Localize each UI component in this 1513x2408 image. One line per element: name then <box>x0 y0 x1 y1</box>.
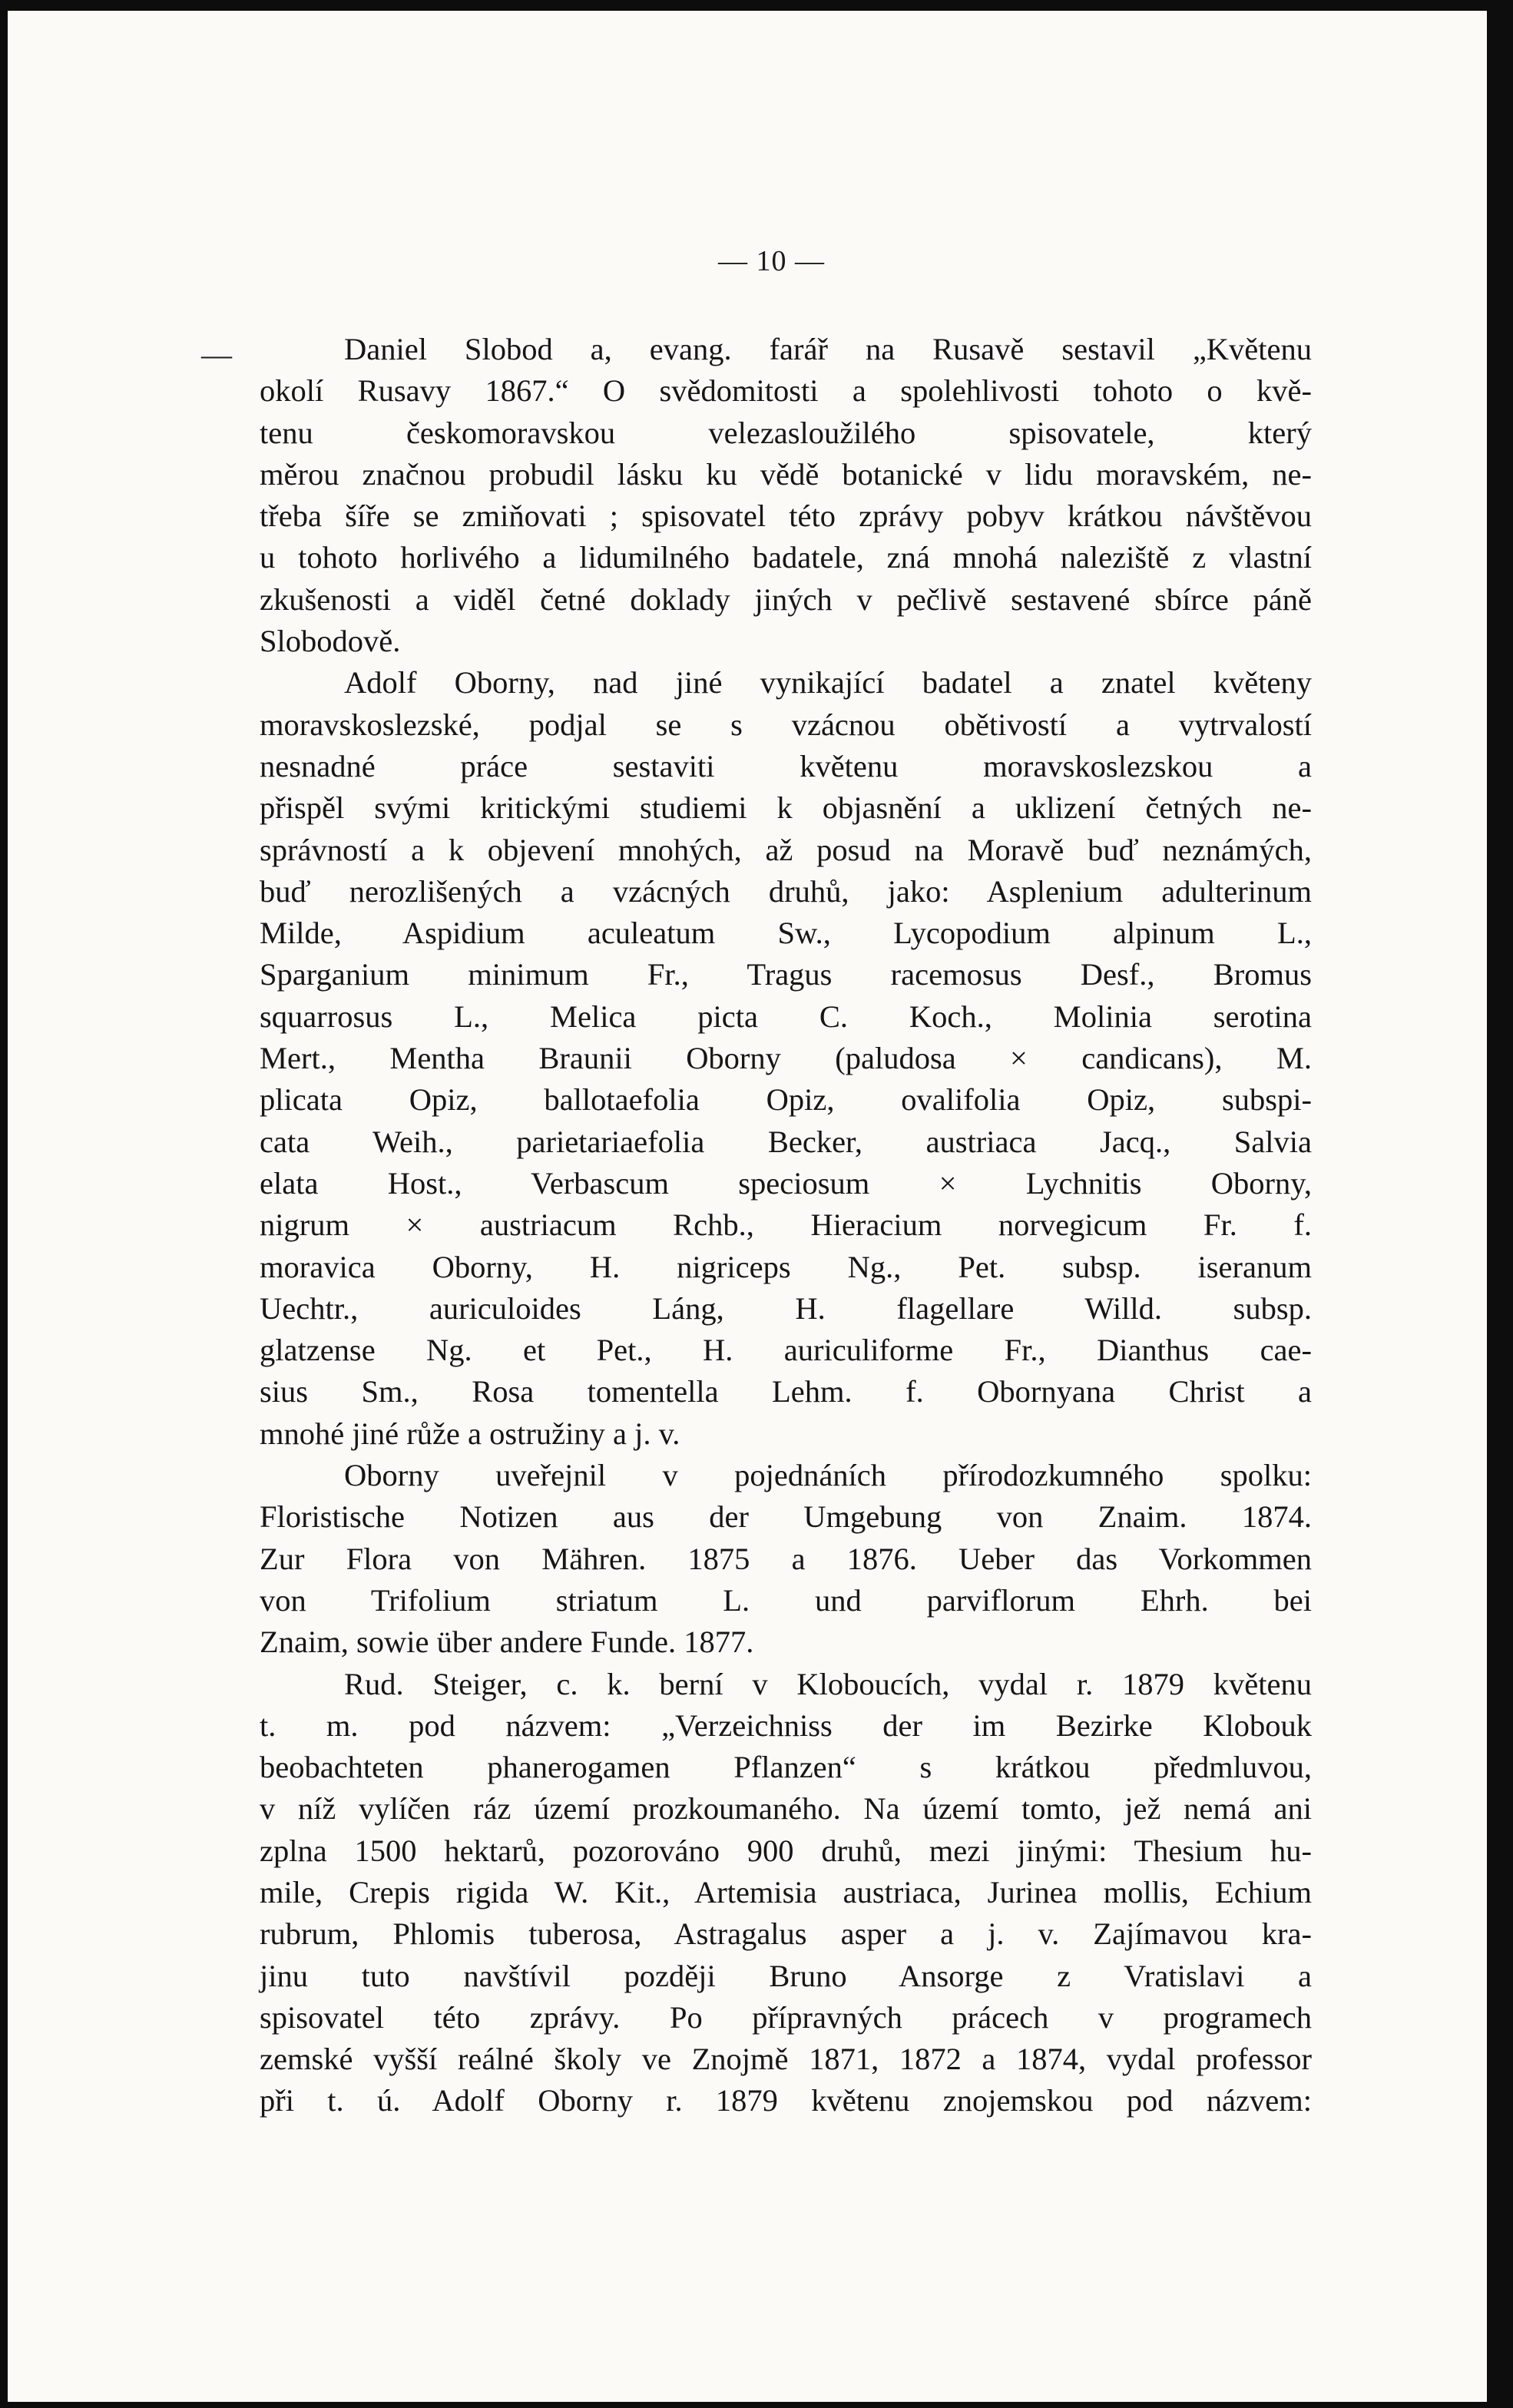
text-line: zplna 1500 hektarů, pozorováno 900 druhů, mezi jinými: Thesium hu- <box>260 1833 1312 1868</box>
scan-border-right <box>1487 0 1513 2408</box>
text-line: mnohé jiné růže a ostružiny a j. v. <box>260 1416 680 1451</box>
text-line: zemské vyšší reálné školy ve Znojmě 1871, 1872 a 1874, vydal professor <box>260 2042 1312 2077</box>
text-line: mile, Crepis rigida W. Kit., Artemisia austriaca, Jurinea mollis, Echium <box>260 1874 1312 1910</box>
text-line: při t. ú. Adolf Oborny r. 1879 květenu znojemskou pod názvem: <box>260 2083 1312 2118</box>
text-line: Adolf Oborny, nad jiné vynikající badatel a znatel květeny <box>344 665 1312 701</box>
text-line: t. m. pod názvem: „Verzeichniss der im Bezirke Klobouk <box>260 1707 1312 1743</box>
text-line: okolí Rusavy 1867.“ O svědomitosti a spolehlivosti tohoto o kvě- <box>260 373 1312 409</box>
text-line: sius Sm., Rosa tomentella Lehm. f. Obornyana Christ a <box>260 1374 1312 1409</box>
text-line: v níž vylíčen ráz území prozkoumaného. Na území tomto, jež nemá ani <box>260 1791 1312 1827</box>
text-line: u tohoto horlivého a lidumilného badatele, zná mnohá naleziště z vlastní <box>260 540 1312 575</box>
text-line: Slobodově. <box>260 624 401 659</box>
text-line: správností a k objevení mnohých, až posud na Moravě buď neznámých, <box>260 832 1312 867</box>
text-line: glatzense Ng. et Pet., H. auriculiforme Fr., Dianthus cae- <box>260 1333 1312 1368</box>
text-line: Mert., Mentha Braunii Oborny (paludosa × candicans), M. <box>260 1041 1312 1076</box>
text-line: přispěl svými kritickými studiemi k objasnění a uklizení četných ne- <box>260 790 1312 826</box>
text-line: Daniel Slobod a, evang. farář na Rusavě sestavil „Květenu <box>344 332 1312 366</box>
text-line: měrou značnou probudil lásku ku vědě botanické v lidu moravském, ne- <box>260 456 1312 492</box>
text-line: Sparganium minimum Fr., Tragus racemosus Desf., Bromus <box>260 957 1312 992</box>
paragraph <box>260 1664 1312 2122</box>
text-line: spisovatel této zprávy. Po přípravných prácech v programech <box>260 1999 1312 2035</box>
text-line: squarrosus L., Melica picta C. Koch., Molinia serotina <box>260 999 1312 1034</box>
text-line: beobachteten phanerogamen Pflanzen“ s krátkou předmluvou, <box>260 1750 1312 1785</box>
text-line: buď nerozlišených a vzácných druhů, jako: Asplenium adulterinum <box>260 873 1312 909</box>
text-line: Uechtr., auriculoides Láng, H. flagellare Willd. subsp. <box>260 1290 1312 1326</box>
text-line: Floristische Notizen aus der Umgebung von Znaim. 1874. <box>260 1499 1312 1535</box>
text-line: tenu českomoravskou velezasloužilého spisovatele, který <box>260 415 1312 450</box>
text-line: nesnadné práce sestaviti květenu moravskoslezskou a <box>260 748 1312 783</box>
text-line: zkušenosti a viděl četné doklady jiných v pečlivě sestavené sbírce páně <box>260 581 1312 617</box>
paragraph <box>260 662 1312 1455</box>
page-number: — 10 — <box>718 245 825 277</box>
text-line: Rud. Steiger, c. k. berní v Kloboucích, vydal r. 1879 květenu <box>344 1666 1312 1701</box>
text-line: cata Weih., parietariaefolia Becker, austriaca Jacq., Salvia <box>260 1124 1312 1159</box>
paragraph <box>260 329 1312 662</box>
text-line: von Trifolium striatum L. und parviflorum Ehrh. bei <box>260 1582 1312 1618</box>
text-line: třeba šíře se zmiňovati ; spisovatel této zprávy pobyv krátkou návštěvou <box>260 498 1312 534</box>
text-line: jinu tuto navštívil později Bruno Ansorge z Vratislavi a <box>260 1958 1312 1993</box>
text-line: moravica Oborny, H. nigriceps Ng., Pet. subsp. iseranum <box>260 1249 1312 1284</box>
scan-border-top <box>0 0 1513 11</box>
text-line: Oborny uveřejnil v pojednáních přírodozkumného spolku: <box>344 1458 1312 1493</box>
scan-border-bottom <box>0 2402 1513 2408</box>
text-line: nigrum × austriacum Rchb., Hieracium norvegicum Fr. f. <box>260 1207 1312 1243</box>
text-line: Znaim, sowie über andere Funde. 1877. <box>260 1625 754 1660</box>
margin-mark: — <box>201 337 232 372</box>
text-line: rubrum, Phlomis tuberosa, Astragalus asper a j. v. Zajímavou kra- <box>260 1916 1312 1952</box>
scan-border-left <box>0 0 8 2408</box>
text-line: elata Host., Verbascum speciosum × Lychnitis Oborny, <box>260 1165 1312 1201</box>
text-line: moravskoslezské, podjal se s vzácnou obětivostí a vytrvalostí <box>260 707 1312 742</box>
paragraph <box>260 1455 1312 1663</box>
text-line: Zur Flora von Mähren. 1875 a 1876. Ueber das Vorkommen <box>260 1541 1312 1576</box>
body-text <box>260 329 1312 2122</box>
text-line: plicata Opiz, ballotaefolia Opiz, ovalifolia Opiz, subspi- <box>260 1082 1312 1118</box>
text-line: Milde, Aspidium aculeatum Sw., Lycopodium alpinum L., <box>260 916 1312 951</box>
